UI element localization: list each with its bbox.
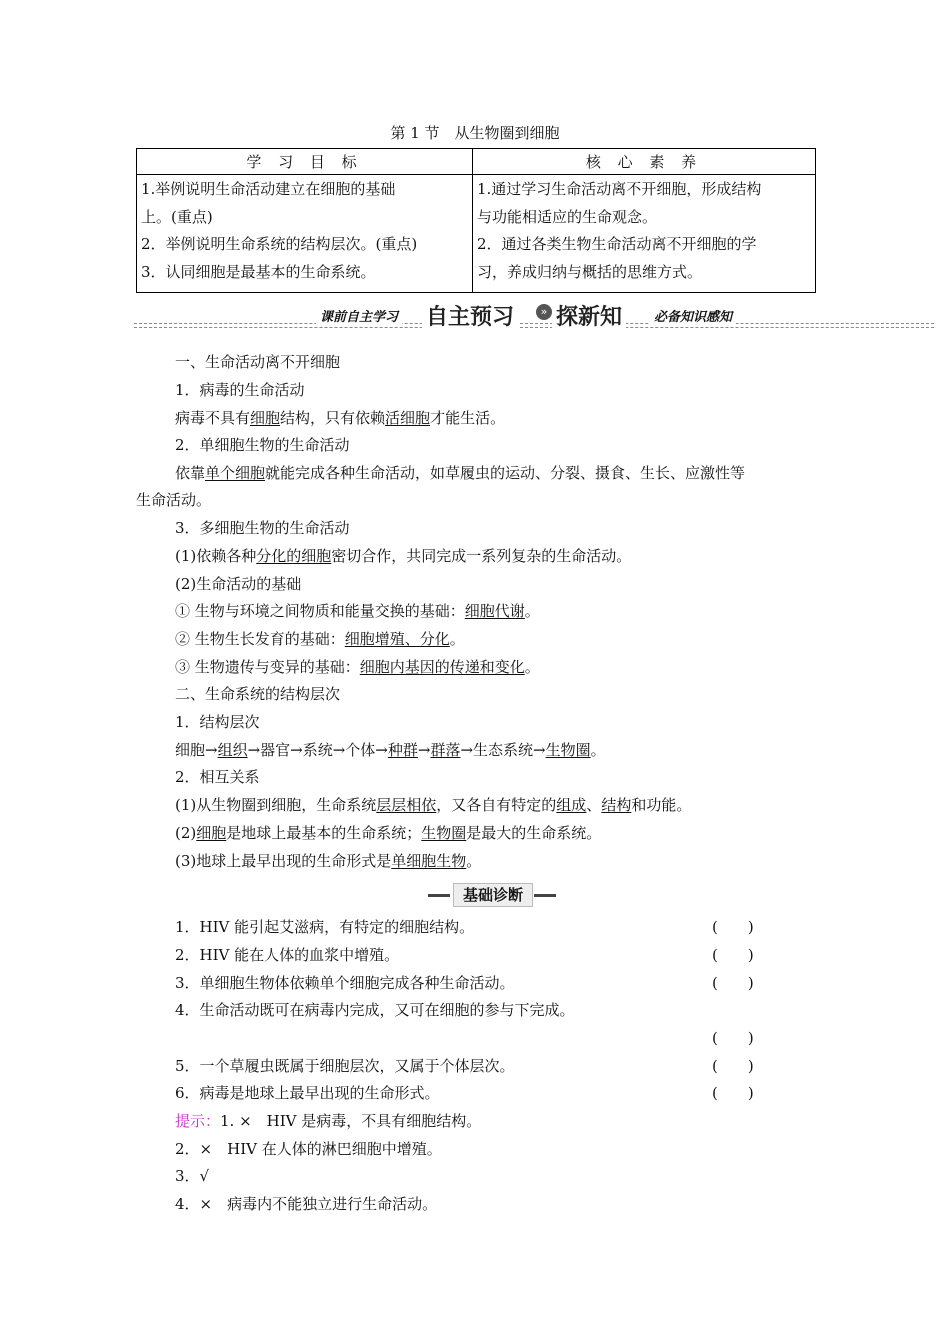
diagnosis-label-box xyxy=(428,883,556,907)
double-arrow-icon: » xyxy=(536,304,552,320)
goals-header-core: 核 心 素 养 xyxy=(473,149,816,175)
paragraph: (1)依赖各种分化的细胞密切合作，共同完成一系列复杂的生命活动。 xyxy=(175,547,632,565)
diagnosis-item: 3．单细胞生物体依赖单个细胞完成各种生命活动。 xyxy=(175,974,515,992)
diagnosis-item: 4．生命活动既可在病毒内完成，又可在细胞的参与下完成。 xyxy=(175,1001,575,1019)
paragraph: (3)地球上最早出现的生命形式是单细胞生物。 xyxy=(175,852,482,870)
paragraph: ① 生物与环境之间物质和能量交换的基础：细胞代谢。 xyxy=(175,602,540,620)
label-bar-right xyxy=(534,894,556,897)
paragraph: 病毒不具有细胞结构，只有依赖活细胞才能生活。 xyxy=(175,409,506,427)
diagnosis-label: 基础诊断 xyxy=(453,883,533,907)
goals-table xyxy=(136,148,816,293)
hint-label: 提示： xyxy=(175,1112,221,1130)
diagnosis-item: 1．HIV 能引起艾滋病，有特定的细胞结构。 xyxy=(175,918,475,936)
goals-header-learning: 学 习 目 标 xyxy=(137,149,473,175)
section-heading: 二、生命系统的结构层次 xyxy=(175,685,341,703)
banner-left-label: 课前自主学习 xyxy=(316,306,402,325)
banner-title-main: 自主预习 xyxy=(422,300,518,331)
section-banner xyxy=(134,300,934,340)
answer-bracket: ( ) xyxy=(712,1057,754,1075)
subheading: 1．结构层次 xyxy=(175,713,260,731)
diagnosis-item: 6．病毒是地球上最早出现的生命形式。 xyxy=(175,1084,440,1102)
learning-goals-cell xyxy=(137,175,473,293)
paragraph: 依靠单个细胞就能完成各种生命活动，如草履虫的运动、分裂、摄食、生长、应激性等 xyxy=(175,464,746,482)
learning-goal-line: 2．举例说明生命系统的结构层次。(重点) xyxy=(141,235,418,253)
section-heading: 一、生命活动离不开细胞 xyxy=(175,353,341,371)
diagnosis-item: 2．HIV 能在人体的血浆中增殖。 xyxy=(175,946,400,964)
hint-line: 2．× HIV 在人体的淋巴细胞中增殖。 xyxy=(175,1140,442,1158)
core-literacy-line: 与功能相适应的生命观念。 xyxy=(477,207,658,226)
subheading: 3．多细胞生物的生命活动 xyxy=(175,519,350,537)
subheading: 1．病毒的生命活动 xyxy=(175,381,305,399)
paragraph: 生命活动。 xyxy=(136,491,212,509)
answer-bracket: ( ) xyxy=(712,1029,754,1047)
paragraph: (2)细胞是地球上最基本的生命系统；生物圈是最大的生命系统。 xyxy=(175,824,602,842)
subheading: 2．相互关系 xyxy=(175,768,260,786)
lesson-title: 第 1 节 从生物圈到细胞 xyxy=(390,124,560,142)
core-literacy-cell xyxy=(473,175,816,293)
core-literacy-line: 2．通过各类生物生命活动离不开细胞的学 xyxy=(477,235,757,253)
banner-divider xyxy=(134,323,934,324)
paragraph: ② 生物生长发育的基础：细胞增殖、分化。 xyxy=(175,630,465,648)
core-literacy-line: 习，养成归纳与概括的思维方式。 xyxy=(477,262,703,281)
label-bar-left xyxy=(428,894,450,897)
subheading: 2．单细胞生物的生命活动 xyxy=(175,436,350,454)
diagnosis-item: 5．一个草履虫既属于细胞层次，又属于个体层次。 xyxy=(175,1057,515,1075)
paragraph: (2)生命活动的基础 xyxy=(175,575,302,593)
banner-divider xyxy=(134,327,934,328)
answer-bracket: ( ) xyxy=(712,946,754,964)
core-literacy-line: 1.通过学习生命活动离不开细胞，形成结构 xyxy=(477,180,762,198)
learning-goal-line: 上。(重点) xyxy=(141,207,213,226)
hierarchy-chain: 细胞→组织→器官→系统→个体→种群→群落→生态系统→生物圈。 xyxy=(175,741,606,759)
paragraph: (1)从生物圈到细胞，生命系统层层相依，又各自有特定的组成、结构和功能。 xyxy=(175,796,692,814)
hint-line: 4．× 病毒内不能独立进行生命活动。 xyxy=(175,1195,438,1213)
paragraph: ③ 生物遗传与变异的基础：细胞内基因的传递和变化。 xyxy=(175,658,540,676)
banner-right-label: 必备知识感知 xyxy=(650,306,736,325)
banner-title-sub: 探新知 xyxy=(552,300,626,331)
hint-line: 提示：1. × HIV 是病毒，不具有细胞结构。 xyxy=(175,1112,482,1130)
answer-bracket: ( ) xyxy=(712,918,754,936)
answer-bracket: ( ) xyxy=(712,974,754,992)
answer-bracket: ( ) xyxy=(712,1084,754,1102)
learning-goal-line: 3．认同细胞是最基本的生命系统。 xyxy=(141,262,376,281)
learning-goal-line: 1.举例说明生命活动建立在细胞的基础 xyxy=(141,180,396,198)
hint-line: 3．√ xyxy=(175,1167,210,1185)
